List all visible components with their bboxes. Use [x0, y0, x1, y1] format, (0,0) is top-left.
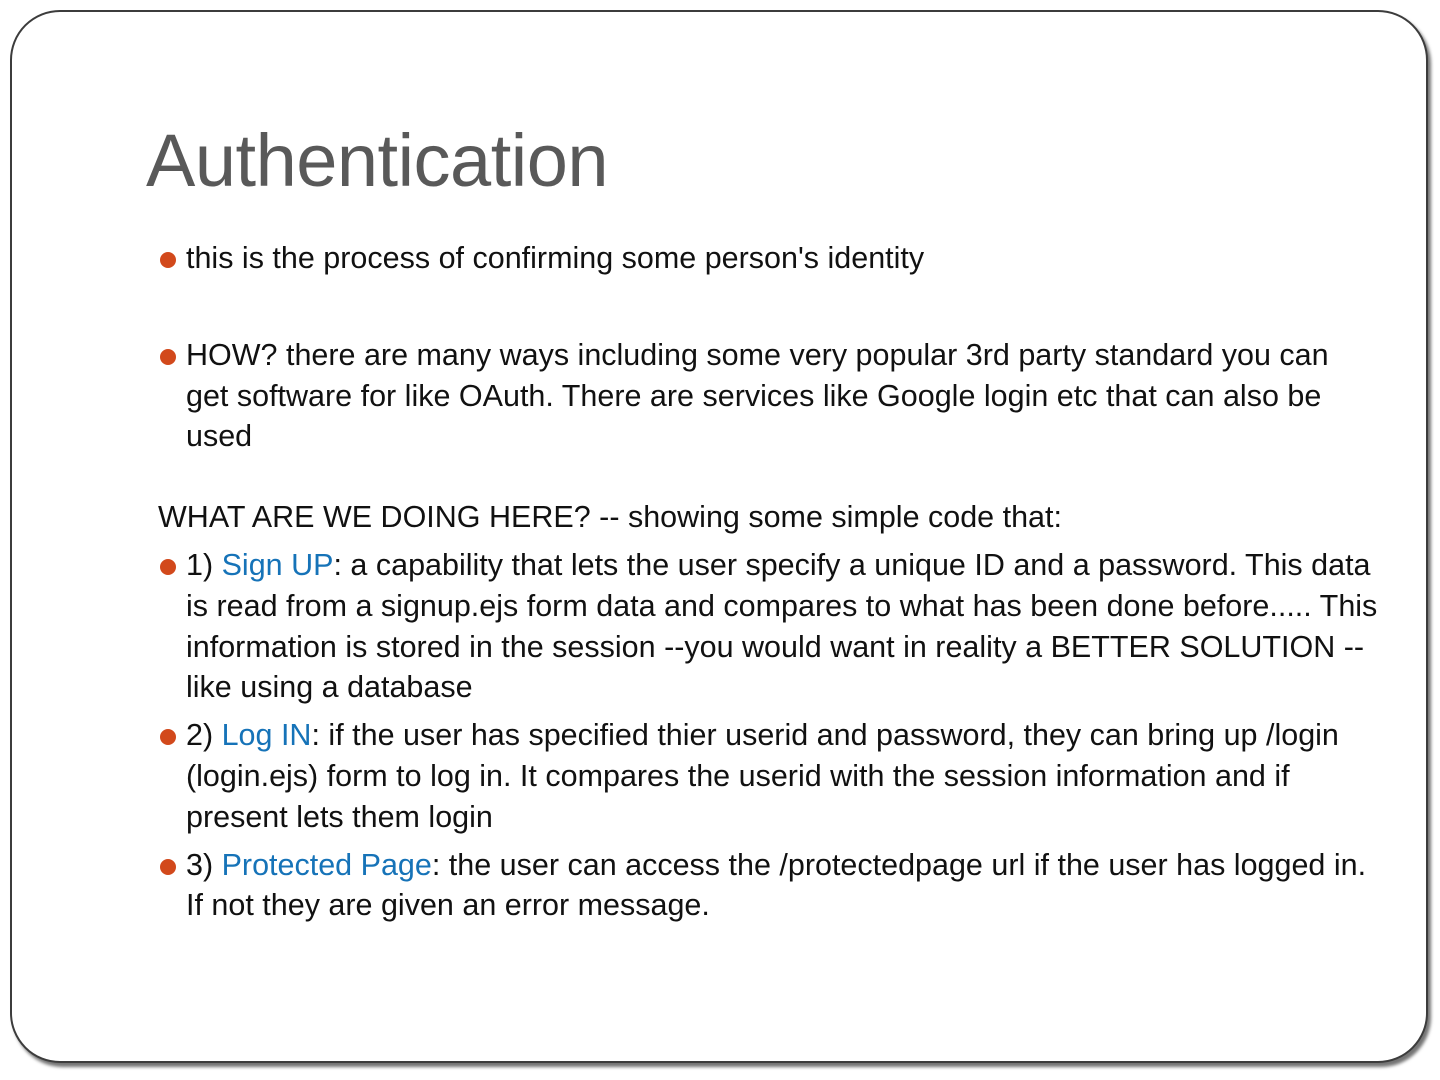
section-heading: WHAT ARE WE DOING HERE? -- showing some simple code that: — [158, 500, 1062, 535]
bullet-text: this is the process of confirming some person's identity — [186, 241, 925, 275]
item-number: 3) — [186, 847, 222, 882]
item-number: 1) — [186, 547, 222, 582]
item-term: Protected Page — [221, 847, 432, 882]
bullet-dot-icon — [160, 859, 176, 875]
bullet-dot-icon — [160, 729, 176, 745]
numbered-item — [158, 715, 1378, 837]
bullet-item — [158, 238, 1378, 279]
bullet-dot-icon — [160, 252, 176, 268]
bullet-item — [158, 335, 1378, 457]
bullet-dot-icon — [160, 559, 176, 575]
item-text: : the user can access the /protectedpage url if the user has logged in. If not they are given an error message. — [186, 847, 1367, 923]
slide-body — [158, 238, 1378, 926]
numbered-item — [158, 845, 1378, 927]
item-number: 2) — [186, 718, 222, 753]
item-text: : a capability that lets the user specify a unique ID and a password. This data is read from a signup.ejs form data and compares to what has been done before..... This information is stored in the session --you would want in reality a BETTER SOLUTION --like using a database — [186, 547, 1378, 705]
item-term: Sign UP — [221, 547, 334, 582]
item-text: : if the user has specified thier userid and password, they can bring up /login (login.ejs) form to log in. It compares the userid with the session information and if present lets them login — [186, 718, 1339, 834]
numbered-item — [158, 545, 1378, 708]
slide-title: Authentication — [146, 119, 609, 202]
bullet-text: HOW? there are many ways including some very popular 3rd party standard you can get software for like OAuth. There are services like Google login etc that can also be used — [186, 337, 1329, 454]
bullet-dot-icon — [160, 349, 176, 365]
item-term: Log IN — [221, 718, 312, 753]
